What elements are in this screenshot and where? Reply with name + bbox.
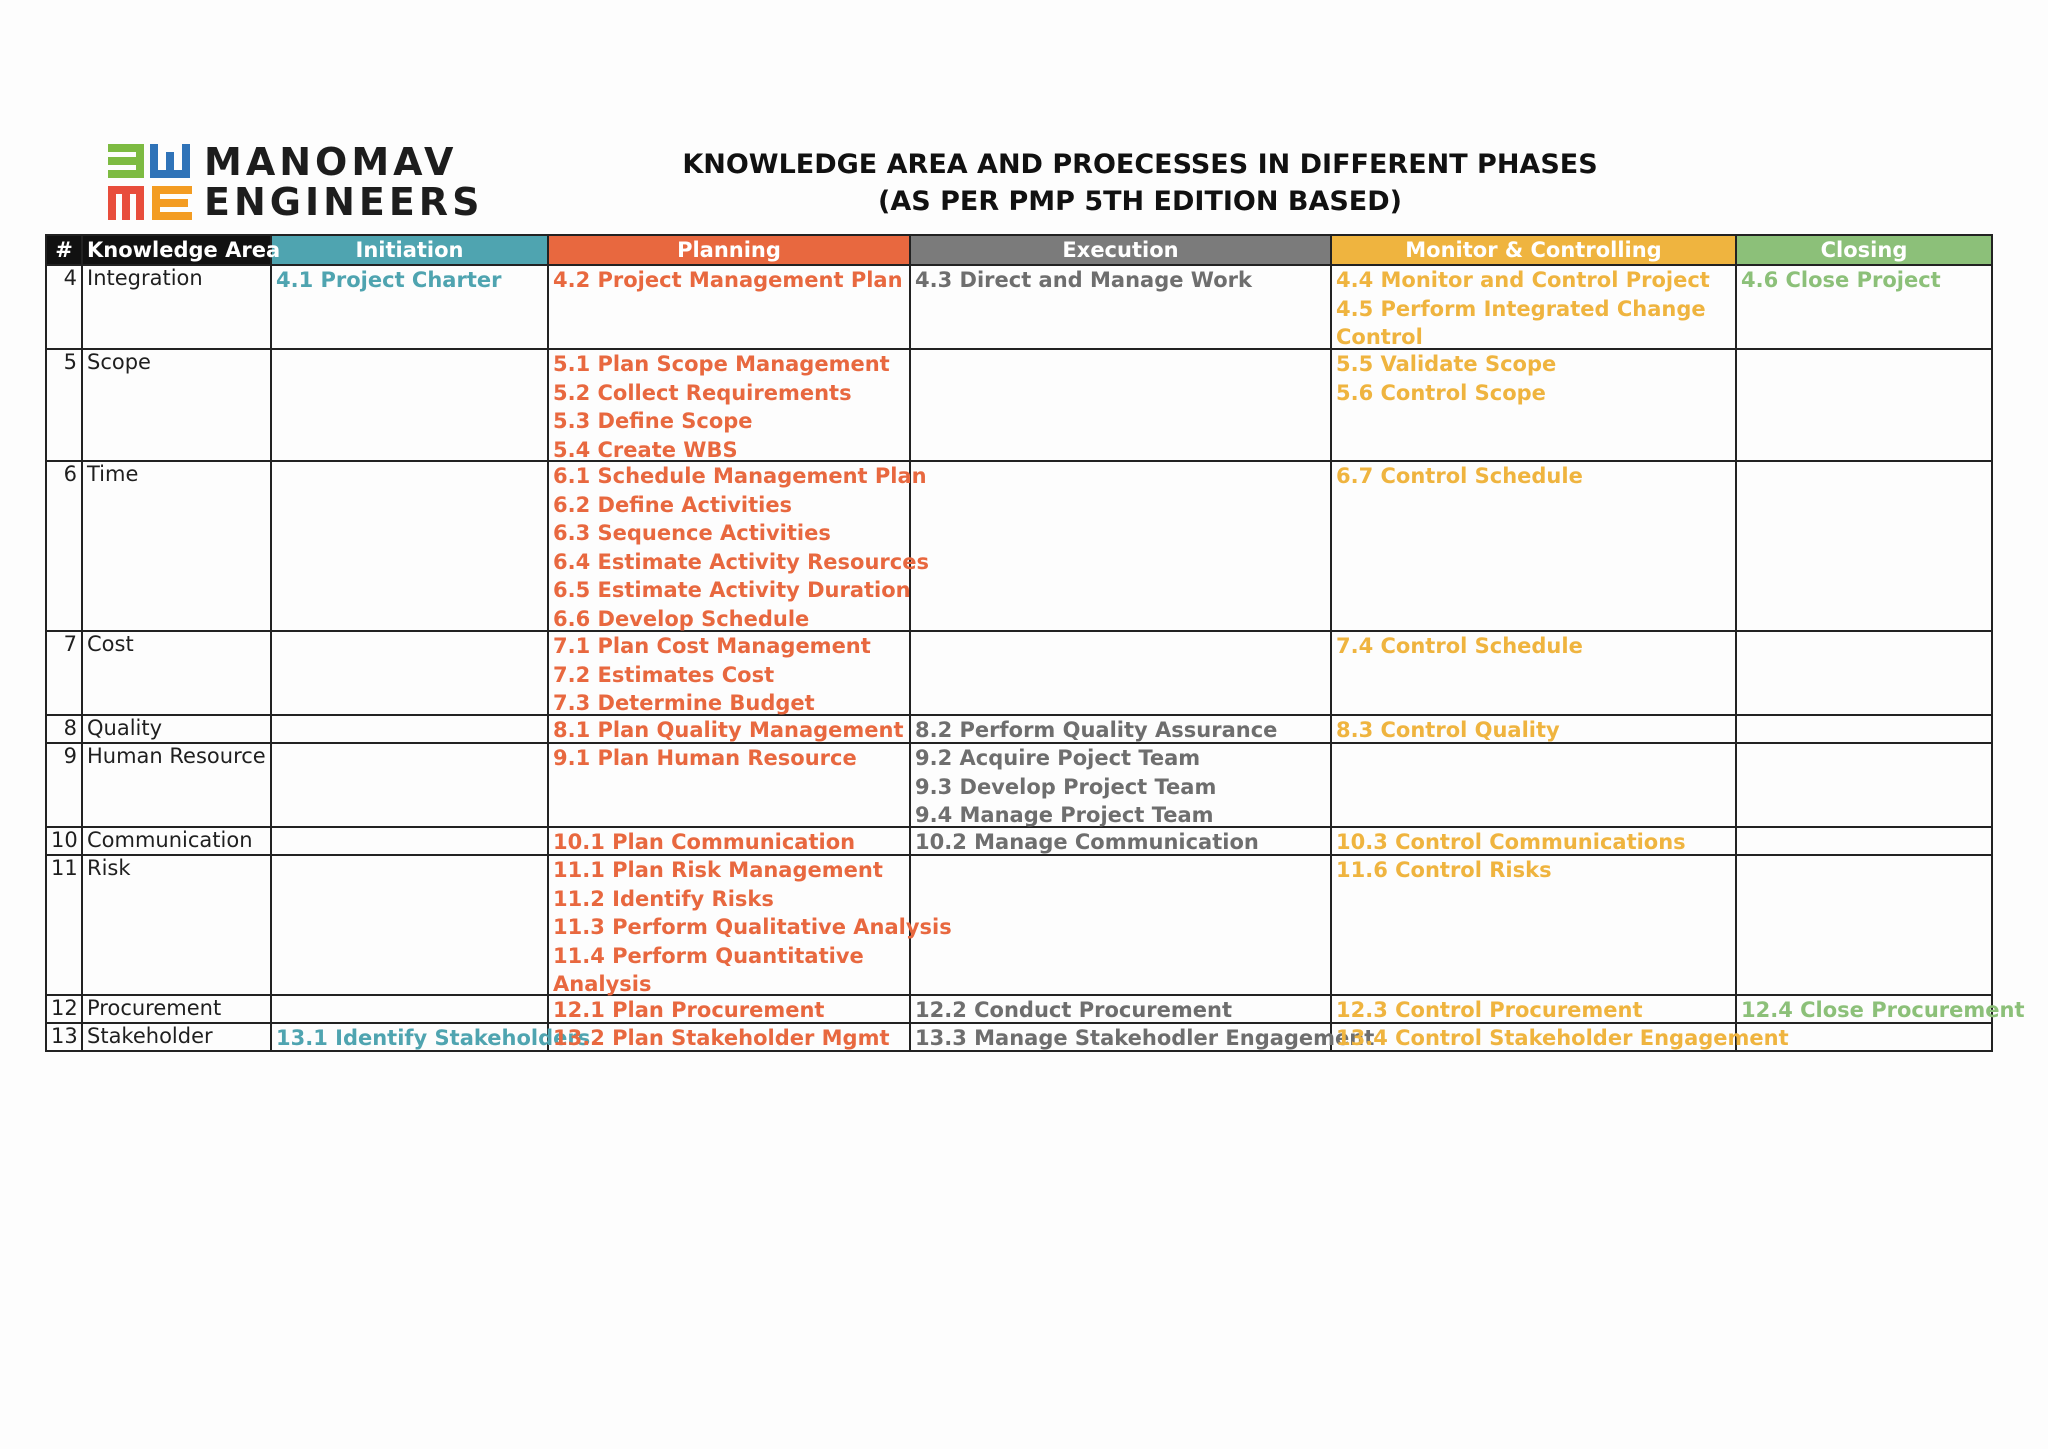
cell-closing — [1736, 631, 1992, 715]
cell-planning — [548, 995, 910, 1023]
cell-closing — [1736, 461, 1992, 631]
knowledge-area-name: Cost — [82, 631, 271, 715]
process-item: 9.3 Develop Project Team — [915, 774, 1217, 799]
process-item: 7.3 Determine Budget — [553, 691, 815, 716]
process-item: 7.4 Control Schedule — [1336, 634, 1583, 658]
process-item: 12.4 Close Procurement — [1741, 998, 2025, 1022]
cell-initiation — [271, 855, 548, 995]
table-body — [46, 265, 2025, 1051]
knowledge-area-name: Integration — [82, 265, 271, 349]
row-number: 10 — [46, 827, 82, 855]
cell-initiation — [271, 265, 548, 349]
title-line-2: (AS PER PMP 5TH EDITION BASED) — [878, 186, 1402, 217]
process-item: 7.1 Plan Cost Management — [553, 634, 871, 658]
cell-execution — [910, 827, 1331, 855]
process-item: 13.2 Plan Stakeholder Mgmt — [553, 1026, 890, 1050]
table-row — [46, 827, 1992, 855]
row-number: 11 — [46, 855, 82, 995]
cell-planning — [548, 715, 910, 743]
cell-execution — [910, 631, 1331, 715]
cell-planning — [548, 827, 910, 855]
cell-closing — [1736, 715, 1992, 743]
cell-execution — [910, 265, 1331, 349]
process-item: 4.2 Project Management Plan — [553, 268, 903, 292]
table-row — [46, 461, 1992, 631]
process-item: 8.2 Perform Quality Assurance — [915, 718, 1278, 742]
cell-initiation — [271, 827, 548, 855]
process-item: 5.5 Validate Scope — [1336, 352, 1557, 376]
knowledge-area-table — [45, 234, 2025, 1052]
cell-monitor — [1331, 461, 1736, 631]
process-item: 10.3 Control Communications — [1336, 830, 1686, 854]
cell-initiation — [271, 631, 548, 715]
cell-closing — [1736, 827, 1992, 855]
cell-initiation — [271, 461, 548, 631]
process-item: 11.3 Perform Qualitative Analysis — [553, 915, 952, 940]
process-item: 12.3 Control Procurement — [1336, 998, 1643, 1022]
process-item: 5.4 Create WBS — [553, 437, 738, 462]
logo-mark-icon — [106, 140, 200, 224]
cell-closing — [1736, 265, 1992, 349]
knowledge-area-name: Scope — [82, 349, 271, 461]
table-row — [46, 631, 1992, 715]
process-item: Control — [1336, 325, 1423, 350]
process-item: 11.1 Plan Risk Management — [553, 858, 883, 882]
row-number: 8 — [46, 715, 82, 743]
table-row — [46, 1023, 1992, 1051]
knowledge-area-name: Risk — [82, 855, 271, 995]
knowledge-area-name: Human Resource — [82, 743, 271, 827]
cell-monitor — [1331, 265, 1736, 349]
cell-planning — [548, 743, 910, 827]
cell-planning — [548, 265, 910, 349]
cell-execution — [910, 995, 1331, 1023]
page-title — [600, 146, 1680, 220]
cell-monitor — [1331, 743, 1736, 827]
row-number: 12 — [46, 995, 82, 1023]
process-item: 4.6 Close Project — [1741, 268, 1941, 292]
process-item: 9.2 Acquire Poject Team — [915, 746, 1201, 770]
header-row — [46, 235, 1992, 265]
cell-initiation — [271, 349, 548, 461]
process-item: 6.3 Sequence Activities — [553, 521, 831, 546]
process-item: 10.2 Manage Communication — [915, 830, 1259, 854]
cell-initiation — [271, 743, 548, 827]
process-item: 6.7 Control Schedule — [1336, 464, 1583, 488]
cell-execution — [910, 349, 1331, 461]
process-item: 4.4 Monitor and Control Project — [1336, 268, 1710, 292]
cell-closing — [1736, 743, 1992, 827]
process-item: 5.2 Collect Requirements — [553, 380, 852, 405]
row-number: 13 — [46, 1023, 82, 1051]
table-row — [46, 743, 1992, 827]
cell-monitor — [1331, 827, 1736, 855]
cell-execution — [910, 743, 1331, 827]
cell-closing — [1736, 995, 2025, 1023]
knowledge-area-name: Quality — [82, 715, 271, 743]
process-item: 9.1 Plan Human Resource — [553, 746, 857, 770]
table-row — [46, 855, 1992, 995]
process-item: 13.4 Control Stakeholder Engagement — [1336, 1026, 1789, 1050]
process-item: 6.4 Estimate Activity Resources — [553, 549, 929, 574]
cell-planning — [548, 631, 910, 715]
knowledge-area-name: Communication — [82, 827, 271, 855]
header-initiation: Initiation — [271, 235, 548, 265]
logo-line-2: ENGINEERS — [204, 180, 484, 224]
header-monitor-controlling: Monitor & Controlling — [1331, 235, 1736, 265]
cell-execution — [910, 461, 1331, 631]
header-planning: Planning — [548, 235, 910, 265]
process-item: 4.5 Perform Integrated Change — [1336, 296, 1706, 321]
cell-monitor — [1331, 715, 1736, 743]
logo-wordmark — [204, 142, 483, 222]
cell-planning — [548, 1023, 910, 1051]
cell-initiation — [271, 715, 548, 743]
cell-monitor — [1331, 631, 1736, 715]
cell-closing — [1736, 855, 1992, 995]
row-number: 9 — [46, 743, 82, 827]
process-item: 12.1 Plan Procurement — [553, 998, 825, 1022]
process-item: 11.6 Control Risks — [1336, 858, 1552, 882]
cell-monitor — [1331, 855, 1736, 995]
title-line-1: KNOWLEDGE AREA AND PROECESSES IN DIFFERENT PHASES — [682, 149, 1598, 180]
process-item: 5.1 Plan Scope Management — [553, 352, 890, 376]
process-item: 6.2 Define Activities — [553, 492, 793, 517]
process-item: 5.6 Control Scope — [1336, 380, 1546, 405]
process-item: 6.5 Estimate Activity Duration — [553, 578, 911, 603]
process-item: 10.1 Plan Communication — [553, 830, 856, 854]
logo-line-1: MANOMAV — [204, 140, 458, 184]
process-item: 8.3 Control Quality — [1336, 718, 1560, 742]
table-row — [46, 715, 1992, 743]
cell-monitor — [1331, 995, 1736, 1023]
table-row — [46, 265, 1992, 349]
process-item: 13.3 Manage Stakehodler Engagement — [915, 1026, 1375, 1050]
row-number: 6 — [46, 461, 82, 631]
cell-planning — [548, 461, 929, 631]
cell-monitor — [1331, 349, 1736, 461]
row-number: 5 — [46, 349, 82, 461]
process-item: 11.4 Perform Quantitative — [553, 943, 864, 968]
process-item: 5.3 Define Scope — [553, 409, 753, 434]
knowledge-area-name: Procurement — [82, 995, 271, 1023]
knowledge-area-name: Stakeholder — [82, 1023, 271, 1051]
process-item: 4.1 Project Charter — [276, 268, 502, 292]
process-item: 9.4 Manage Project Team — [915, 803, 1214, 828]
header-closing: Closing — [1736, 235, 1992, 265]
cell-planning — [548, 349, 910, 461]
row-number: 4 — [46, 265, 82, 349]
cell-execution — [910, 715, 1331, 743]
process-item: 4.3 Direct and Manage Work — [915, 268, 1252, 292]
header-num: # — [46, 235, 82, 265]
cell-execution — [910, 855, 1331, 995]
cell-monitor — [1331, 1023, 1789, 1051]
process-item: 8.1 Plan Quality Management — [553, 718, 904, 742]
header-knowledge-area: Knowledge Area — [82, 235, 271, 265]
process-item: 13.1 Identify Stakeholders — [276, 1026, 591, 1050]
process-item: 7.2 Estimates Cost — [553, 662, 775, 687]
process-item: 12.2 Conduct Procurement — [915, 998, 1232, 1022]
table-row — [46, 995, 1992, 1023]
table-row — [46, 349, 1992, 461]
row-number: 7 — [46, 631, 82, 715]
cell-planning — [548, 855, 952, 997]
process-item: 11.2 Identify Risks — [553, 886, 774, 911]
cell-execution — [910, 1023, 1375, 1051]
company-logo — [106, 140, 484, 224]
process-item: Analysis — [553, 972, 652, 997]
process-item: 6.1 Schedule Management Plan — [553, 464, 927, 488]
cell-closing — [1736, 349, 1992, 461]
cell-initiation — [271, 1023, 591, 1051]
header-execution: Execution — [910, 235, 1331, 265]
process-item: 6.6 Develop Schedule — [553, 606, 810, 631]
cell-initiation — [271, 995, 548, 1023]
knowledge-area-name: Time — [82, 461, 271, 631]
